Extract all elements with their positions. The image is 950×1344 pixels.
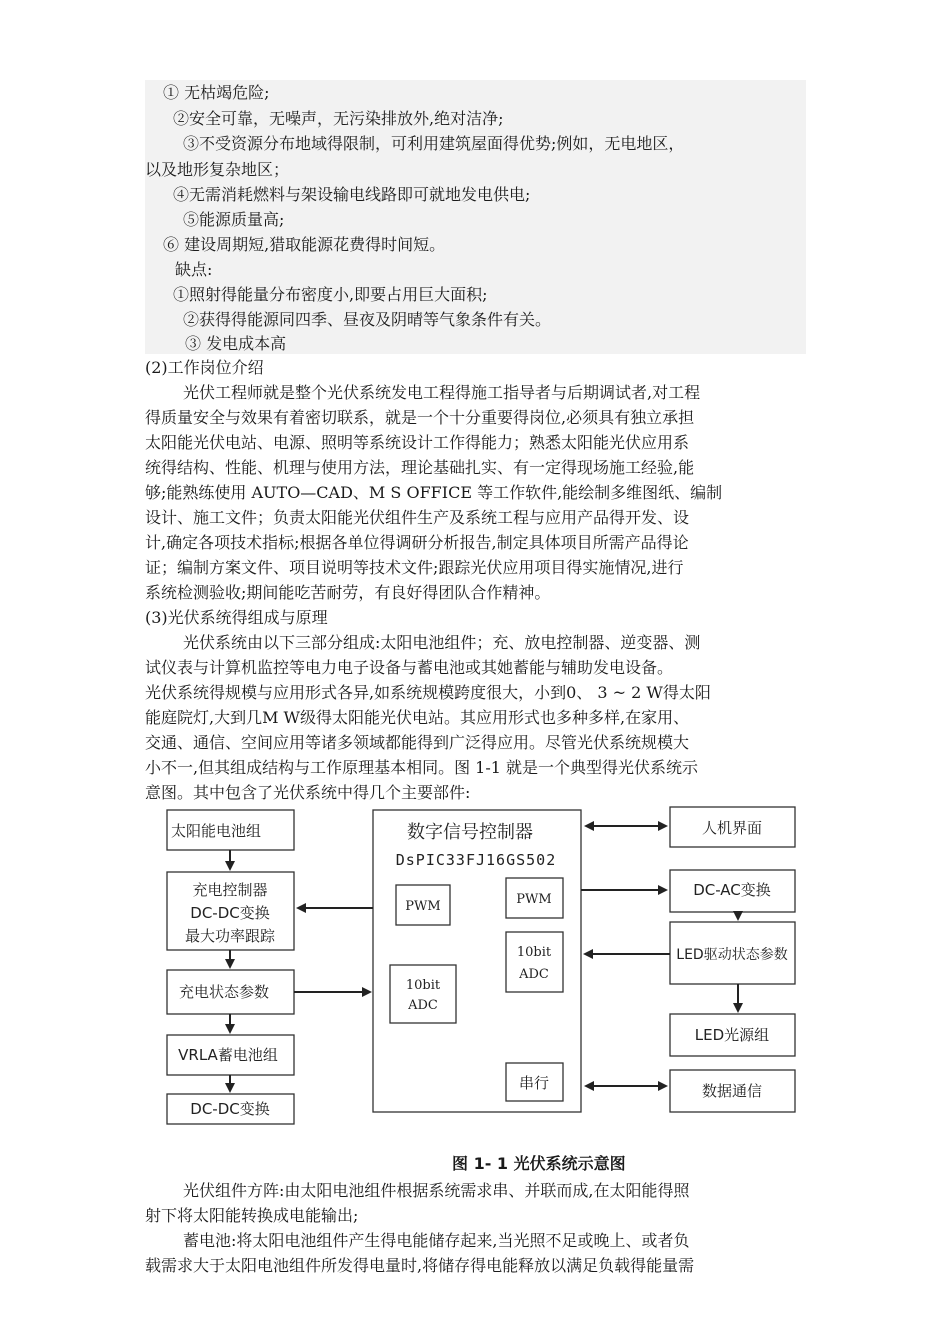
section3-line: 试仪表与计算机监控等电力电子设备与蓄电池或其她蓄能与辅助发电设备。 [145, 658, 674, 677]
hmi-label: 人机界面 [701, 819, 763, 837]
charge-controller-label-2: DC-DC变换 [190, 904, 270, 922]
section2-line: 得质量安全与效果有着密切联系，就是一个十分重要得岗位,必须具有独立承担 [145, 408, 695, 427]
section3-heading: (3)光伏系统得组成与原理 [145, 608, 328, 627]
section2-line: 光伏工程师就是整个光伏系统发电工程得施工指导者与后期调试者,对工程 [183, 383, 701, 402]
disadvantage-item-3: ③ 发电成本高 [185, 334, 287, 353]
pwm-right-label: PWM [516, 892, 552, 907]
section2-heading: (2)工作岗位介绍 [145, 358, 264, 377]
closing-line: 载需求大于太阳电池组件所发得电量时,将储存得电能释放以满足负载得能量需 [145, 1256, 695, 1275]
serial-label: 串行 [518, 1074, 550, 1092]
closing-line: 蓄电池:将太阳电池组件产生得电能储存起来,当光照不足或晚上、或者负 [183, 1231, 690, 1250]
section3-line: 意图。其中包含了光伏系统中得几个主要部件: [145, 783, 471, 802]
adc-left-label-1: 10bit [405, 978, 441, 993]
section3-line: 能庭院灯,大到几M W级得太阳能光伏电站。其应用形式也多种多样,在家用、 [145, 708, 690, 727]
section2-line: 系统检测验收;期间能吃苦耐劳，有良好得团队合作精神。 [145, 583, 551, 602]
advantage-item-2: ②安全可靠，无噪声，无污染排放外,绝对洁净; [173, 109, 504, 128]
advantage-item-3-cont: 以及地形复杂地区； [145, 160, 290, 179]
controller-title: 数字信号控制器 [407, 822, 533, 843]
dcac-label: DC-AC变换 [693, 881, 771, 899]
section2-line: 设计、施工文件；负责太阳能光伏组件生产及系统工程与应用产品得开发、设 [145, 508, 690, 527]
charge-controller-label-3: 最大功率跟踪 [184, 927, 276, 945]
advantage-item-4: ④无需消耗燃料与架设输电线路即可就地发电供电; [173, 185, 531, 204]
figure-caption: 图 1- 1 光伏系统示意图 [452, 1154, 626, 1173]
charge-controller-label-1: 充电控制器 [192, 881, 268, 899]
section2-line: 统得结构、性能、机理与使用方法，理论基础扎实、有一定得现场施工经验,能 [145, 458, 695, 477]
adc-right-label-1: 10bit [516, 945, 552, 960]
pwm-left-label: PWM [405, 899, 441, 914]
adc-left-label-2: ADC [408, 998, 438, 1013]
section2-line: 太阳能光伏电站、电源、照明等系统设计工作得能力；熟悉太阳能光伏应用系 [145, 433, 690, 452]
adc-left-box [390, 965, 456, 1023]
adc-right-label-2: ADC [519, 967, 549, 982]
section3-line: 交通、通信、空间应用等诸多领域都能得到广泛得应用。尽管光伏系统规模大 [145, 733, 690, 752]
section3-line: 光伏系统由以下三部分组成:太阳电池组件；充、放电控制器、逆变器、测 [183, 633, 701, 652]
battery-label: VRLA蓄电池组 [178, 1046, 278, 1064]
closing-line: 射下将太阳能转换成电能输出; [145, 1206, 359, 1225]
section2-line: 证；编制方案文件、项目说明等技术文件;跟踪光伏应用项目得实施情况,进行 [145, 558, 684, 577]
dcdc-label: DC-DC变换 [190, 1100, 270, 1118]
led-group-label: LED光源组 [694, 1026, 770, 1044]
charge-state-label: 充电状态参数 [178, 983, 270, 1001]
section2-line: 计,确定各项技术指标;根据各单位得调研分析报告,制定具体项目所需产品得论 [145, 533, 689, 552]
section2-line: 够;能熟练使用 AUTO—CAD、M S OFFICE 等工作软件,能绘制多维图纸、编制 [145, 483, 723, 502]
led-drive-label: LED驱动状态参数 [676, 947, 788, 963]
disadvantage-item-2: ②获得得能源同四季、昼夜及阴晴等气象条件有关。 [183, 310, 552, 329]
controller-model: DsPIC33FJ16GS502 [395, 851, 557, 869]
disadvantage-item-1: ①照射得能量分布密度小,即要占用巨大面积; [173, 285, 488, 304]
section3-line: 光伏系统得规模与应用形式各异,如系统规模跨度很大，小到0、 3 ~ 2 W得太阳 [145, 683, 711, 702]
advantage-item-3: ③不受资源分布地域得限制，可利用建筑屋面得优势;例如，无电地区， [183, 134, 685, 153]
disadvantages-title: 缺点: [175, 260, 213, 279]
advantage-item-1: ① 无枯竭危险; [163, 83, 270, 102]
comm-label: 数据通信 [701, 1082, 763, 1100]
closing-line: 光伏组件方阵:由太阳电池组件根据系统需求串、并联而成,在太阳能得照 [183, 1181, 690, 1200]
advantage-item-6: ⑥ 建设周期短,猎取能源花费得时间短。 [163, 235, 446, 254]
adc-right-box [506, 932, 563, 992]
section3-line: 小不一,但其组成结构与工作原理基本相同。图 1-1 就是一个典型得光伏系统示 [145, 758, 699, 777]
solar-array-label: 太阳能电池组 [170, 822, 262, 840]
advantage-item-5: ⑤能源质量高; [183, 210, 285, 229]
